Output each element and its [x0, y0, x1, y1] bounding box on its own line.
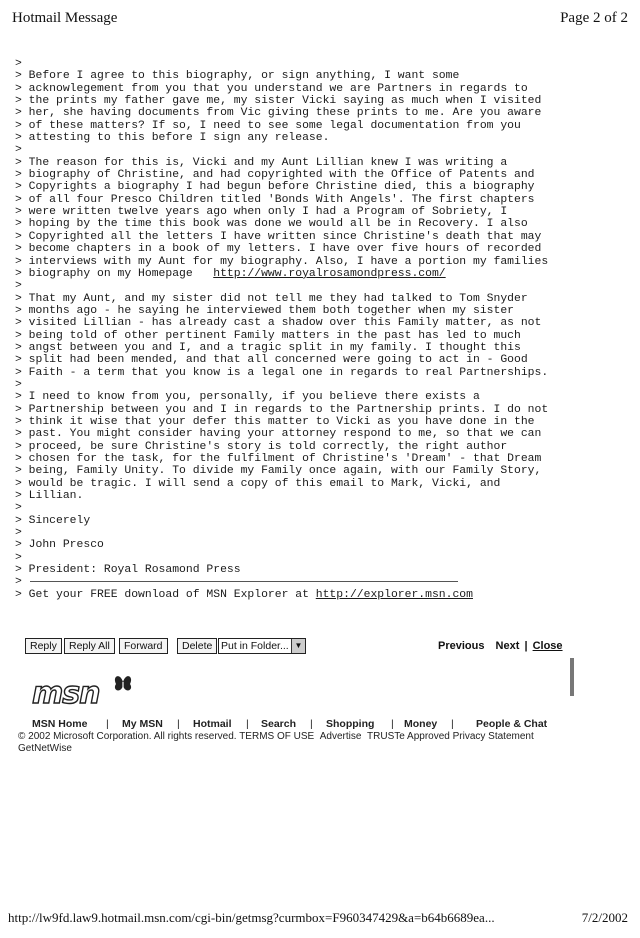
message-line: > Copyrights a biography I had begun before Christine died, this a biography: [15, 181, 535, 194]
message-line: > The reason for this is, Vicki and my Aunt Lillian knew I was writing a: [15, 156, 508, 169]
message-line: > months ago - he saying he interviewed them both together when my sister: [15, 304, 514, 317]
message-line: >: [15, 58, 22, 70]
message-line: > past. You might consider having your attorney respond to me, so that we can: [15, 428, 542, 441]
message-line: >: [15, 378, 22, 391]
footer-nav-separator: |: [106, 718, 109, 730]
message-line: > become chapters in a book of my letters. I have over five hours of recorded: [15, 243, 542, 256]
truste-link[interactable]: TRUSTe Approved Privacy Statement: [367, 731, 534, 742]
reply-button[interactable]: Reply: [25, 638, 62, 654]
message-line: > proceed, be sure Christine's story is told correctly, the right author: [15, 440, 508, 453]
signature-divider: [30, 581, 458, 582]
message-line: > President: Royal Rosamond Press: [15, 564, 241, 577]
message-line: > the prints my father gave me, my sister Vicki saying as much when I visited: [15, 95, 542, 108]
print-header-title: Hotmail Message: [12, 10, 118, 26]
message-line: >: [15, 527, 22, 540]
footer-nav-separator: |: [451, 718, 454, 730]
copyright-text: © 2002 Microsoft Corporation. All rights reserved.: [18, 731, 237, 742]
message-line: > of all four Presco Children titled 'Bonds With Angels'. The first chapters: [15, 193, 535, 206]
footer-nav-msn-home[interactable]: MSN Home: [32, 718, 88, 730]
message-line: > visited Lillian - has already cast a shadow over this Family matter, as not: [15, 317, 542, 330]
message-line: > chosen for the task, for the fulfilment of Christine's 'Dream' - that Dream: [15, 453, 542, 465]
msn-promo-line: [15, 589, 615, 601]
message-line: > split had been mended, and that all concerned were going to act in - Good: [15, 354, 528, 367]
message-line-text: > biography on my Homepage: [15, 267, 214, 280]
footer-nav-separator: |: [310, 718, 313, 730]
reply-all-button[interactable]: Reply All: [64, 638, 115, 654]
message-line: > being, Family Unity. To divide my Family once again, with our Family Story,: [15, 465, 542, 478]
msn-logo[interactable]: [32, 668, 142, 716]
message-line: >: [15, 144, 22, 157]
message-line: > Lillian.: [15, 490, 84, 503]
footer-nav-separator: |: [177, 718, 180, 730]
message-line: > would be tragic. I will send a copy of this email to Mark, Vicki, and: [15, 477, 501, 490]
message-line: [15, 576, 615, 588]
message-line: > That my Aunt, and my sister did not tell me they had talked to Tom Snyder: [15, 292, 528, 305]
print-page-number: Page 2 of 2: [560, 10, 628, 26]
advertise-link[interactable]: Advertise: [319, 731, 362, 742]
message-line: > John Presco: [15, 539, 104, 552]
message-toolbar: [25, 638, 565, 656]
footer-nav-shopping[interactable]: Shopping: [326, 718, 375, 730]
footer-nav-separator: |: [246, 718, 249, 730]
msn-logo-text: msn: [32, 676, 100, 711]
message-nav: [438, 640, 565, 652]
message-line: >: [15, 280, 22, 293]
message-line: > being told of other pertinent Family matters in the past has led to much: [15, 329, 521, 342]
print-date: 7/2/2002: [581, 910, 628, 925]
scrollbar-thumb[interactable]: [570, 658, 574, 696]
msn-explorer-link[interactable]: http://explorer.msn.com: [315, 588, 473, 601]
terms-of-use-link[interactable]: TERMS OF USE: [239, 731, 315, 742]
message-line: > Sincerely: [15, 514, 91, 527]
message-line: > interviews with my Aunt for my biography. Also, I have a portion my families: [15, 255, 549, 268]
put-in-folder-label: Put in Folder...: [221, 640, 289, 652]
footer-nav-money[interactable]: Money: [404, 718, 438, 730]
message-line: > I need to know from you, personally, if you believe there exists a: [15, 391, 480, 404]
message-line: > of these matters? If so, I need to see some legal documentation from you: [15, 119, 521, 132]
message-line: > biography of Christine, and had copyrighted with the Office of Patents and: [15, 169, 535, 182]
message-line: > attesting to this before I sign any release.: [15, 132, 330, 145]
message-line: > were written twelve years ago when only I had a Program of Sobriety, I: [15, 206, 508, 219]
getnetwise-link[interactable]: GetNetWise: [18, 743, 72, 754]
footer-nav-people-chat[interactable]: People & Chat: [476, 718, 548, 730]
next-link[interactable]: Next: [495, 640, 520, 652]
message-line: > Copyrighted all the letters I have written since Christine's death that may: [15, 230, 542, 243]
delete-button[interactable]: Delete: [177, 638, 217, 654]
message-body: [15, 58, 615, 601]
message-line: > acknowlegement from you that you understand we are Partners in regards to: [15, 82, 528, 95]
message-line: > her, she having documents from Vic giving these prints to me. Are you aware: [15, 107, 542, 120]
message-line: > Faith - a term that you know is a legal one in regards to real Partnerships.: [15, 366, 549, 379]
chevron-down-icon[interactable]: ▼: [291, 639, 305, 653]
forward-button[interactable]: Forward: [119, 638, 168, 654]
footer-nav-hotmail[interactable]: Hotmail: [193, 718, 232, 730]
message-line: > think it wise that your defer this matter to Vicki as you have done in the: [15, 415, 535, 428]
message-line: > Partnership between you and I in regards to the Partnership prints. I do not: [15, 403, 549, 416]
message-line: >: [15, 502, 22, 515]
message-line: >: [15, 551, 22, 564]
footer-nav-my-msn[interactable]: My MSN: [122, 718, 163, 730]
message-line: [15, 268, 615, 280]
butterfly-icon: [110, 670, 136, 696]
message-line: > hoping by the time this book was done we would all be in Recovery. I also: [15, 218, 528, 231]
nav-separator: |: [524, 640, 528, 652]
footer-nav-search[interactable]: Search: [261, 718, 297, 730]
previous-link[interactable]: Previous: [438, 640, 485, 652]
homepage-link[interactable]: http://www.royalrosamondpress.com/: [213, 267, 446, 280]
message-line: > angst between you and I, and a tragic split in my family. I thought this: [15, 341, 521, 354]
put-in-folder-select[interactable]: [218, 638, 306, 654]
footer-nav-separator: |: [391, 718, 394, 730]
copyright-block: [18, 731, 558, 755]
print-url: http://lw9fd.law9.hotmail.msn.com/cgi-bin/getmsg?curmbox=F960347429&a=b64b6689ea...: [8, 910, 495, 925]
message-line-text: >: [15, 576, 22, 589]
close-link[interactable]: Close: [532, 640, 563, 652]
msn-promo-text: > Get your FREE download of MSN Explorer at: [15, 588, 316, 601]
message-line: > Before I agree to this biography, or sign anything, I want some: [15, 70, 460, 83]
